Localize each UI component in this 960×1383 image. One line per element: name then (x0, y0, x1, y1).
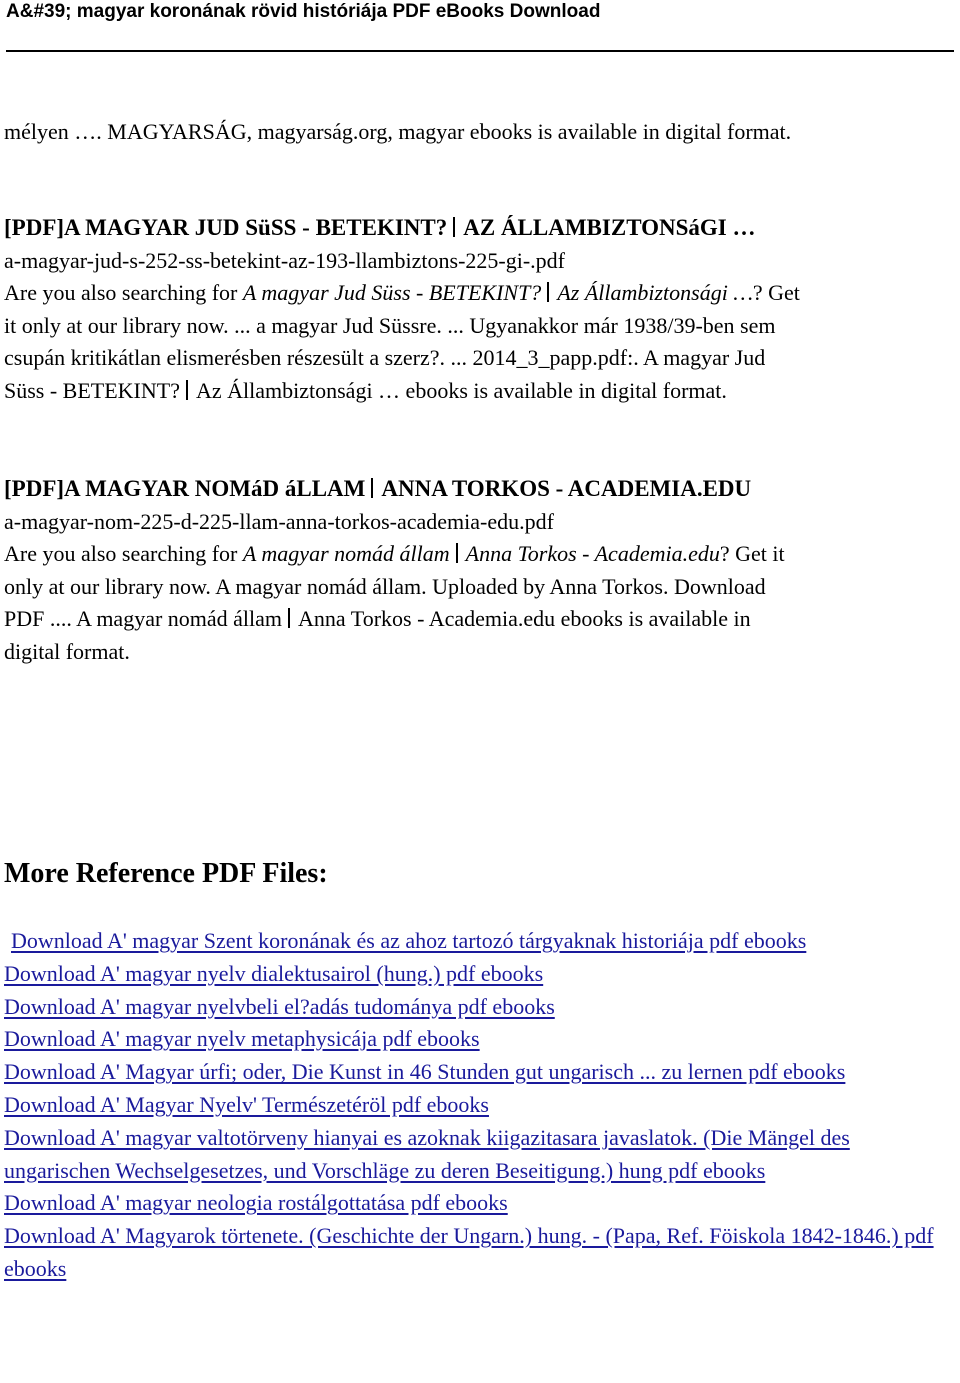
separator-bar (186, 380, 188, 400)
line-text: Az Állambiztonsági … ebooks is available in digital format. (195, 377, 727, 403)
line-italic: A magyar nomád állam (242, 541, 450, 566)
line-text: Süss - BETEKINT? (4, 377, 180, 403)
line-text: ? Get (752, 280, 800, 305)
separator-bar (453, 217, 455, 237)
line-text: PDF .... A magyar nomád állam (4, 606, 283, 631)
separator-bar (371, 478, 373, 498)
search-result-1 (4, 212, 944, 407)
reference-link[interactable]: Download A' magyar nyelvbeli el?adás tudománya pdf ebooks (4, 993, 555, 1019)
line-italic: Anna Torkos - Academia.edu (465, 541, 720, 566)
result-title-part: [PDF]A MAGYAR JUD SüSS - BETEKINT? (4, 215, 448, 240)
result-line (4, 277, 944, 310)
line-italic: Az Állambiztonsági … (557, 280, 753, 305)
more-reference-title: More Reference PDF Files: (4, 858, 328, 889)
reference-link[interactable]: Download A' magyar Szent koronának és az ahoz tartozó tárgyaknak historiája pdf ebooks (11, 928, 807, 953)
result-line (4, 538, 944, 571)
result-filename: a-magyar-nom-225-d-225-llam-anna-torkos-academia-edu.pdf (4, 508, 554, 534)
separator-bar (288, 608, 290, 628)
result-line: only at our library now. A magyar nomád állam. Uploaded by Anna Torkos. Download (4, 573, 766, 599)
result-title-part: [PDF]A MAGYAR NOMáD áLLAM (4, 476, 366, 501)
header-title: A&#39; magyar koronának rövid históriája PDF eBooks Download (6, 1, 601, 22)
line-text: Are you also searching for (4, 280, 243, 305)
reference-link[interactable]: Download A' Magyar Nyelv' Természetéröl pdf ebooks (4, 1091, 489, 1117)
line-italic: A magyar Jud Süss - BETEKINT? (242, 280, 542, 305)
separator-bar (456, 543, 458, 563)
result-filename: a-magyar-jud-s-252-ss-betekint-az-193-llambiztons-225-gi-.pdf (4, 247, 565, 273)
reference-link[interactable]: Download A' Magyarok törtenete. (Geschichte der Ungarn.) hung. - (Papa, Ref. Föiskola 1842-1846.) pdf ebooks (4, 1223, 934, 1281)
result-title-part: ANNA TORKOS - ACADEMIA.EDU (381, 476, 752, 501)
result-line (4, 603, 944, 636)
reference-link[interactable]: Download A' Magyar úrfi; oder, Die Kunst in 46 Stunden gut ungarisch ... zu lernen pdf ebooks (4, 1059, 846, 1085)
result-title-part: AZ ÁLLAMBIZTONSáGI … (463, 215, 756, 240)
result-line: csupán kritikátlan elismerésben részesült a szerz?. ... 2014_3_papp.pdf:. A magyar Jud (4, 345, 766, 370)
reference-link[interactable]: Download A' magyar valtotörveny hianyai es azoknak kiigazitasara javaslatok. (Die Mängel des ungarischen Wechselgesetzes, und Vorschläge zu deren Beseitigung.) hung pdf ebooks (4, 1124, 850, 1183)
separator-bar (547, 282, 549, 302)
result-title[interactable] (4, 212, 944, 245)
reference-list (4, 925, 934, 1286)
intro-text: mélyen …. MAGYARSÁG, magyarság.org, magyar ebooks is available in digital format. (4, 119, 792, 144)
line-text: Anna Torkos - Academia.edu ebooks is available in (298, 606, 751, 631)
reference-link[interactable]: Download A' magyar nyelv metaphysicája pdf ebooks (4, 1026, 480, 1052)
result-line: it only at our library now. ... a magyar Jud Süssre. ... Ugyanakkor már 1938/39-ben sem (4, 312, 776, 338)
result-line: digital format. (4, 638, 130, 664)
page-header (6, 0, 954, 52)
line-text: Are you also searching for (4, 541, 243, 566)
reference-link[interactable]: Download A' magyar neologia rostálgottatása pdf ebooks (4, 1190, 508, 1216)
search-result-2 (4, 473, 944, 668)
reference-link[interactable]: Download A' magyar nyelv dialektusairol (hung.) pdf ebooks (4, 960, 544, 986)
result-line (4, 375, 944, 408)
line-text: ? Get it (719, 541, 785, 566)
result-title[interactable] (4, 473, 944, 506)
